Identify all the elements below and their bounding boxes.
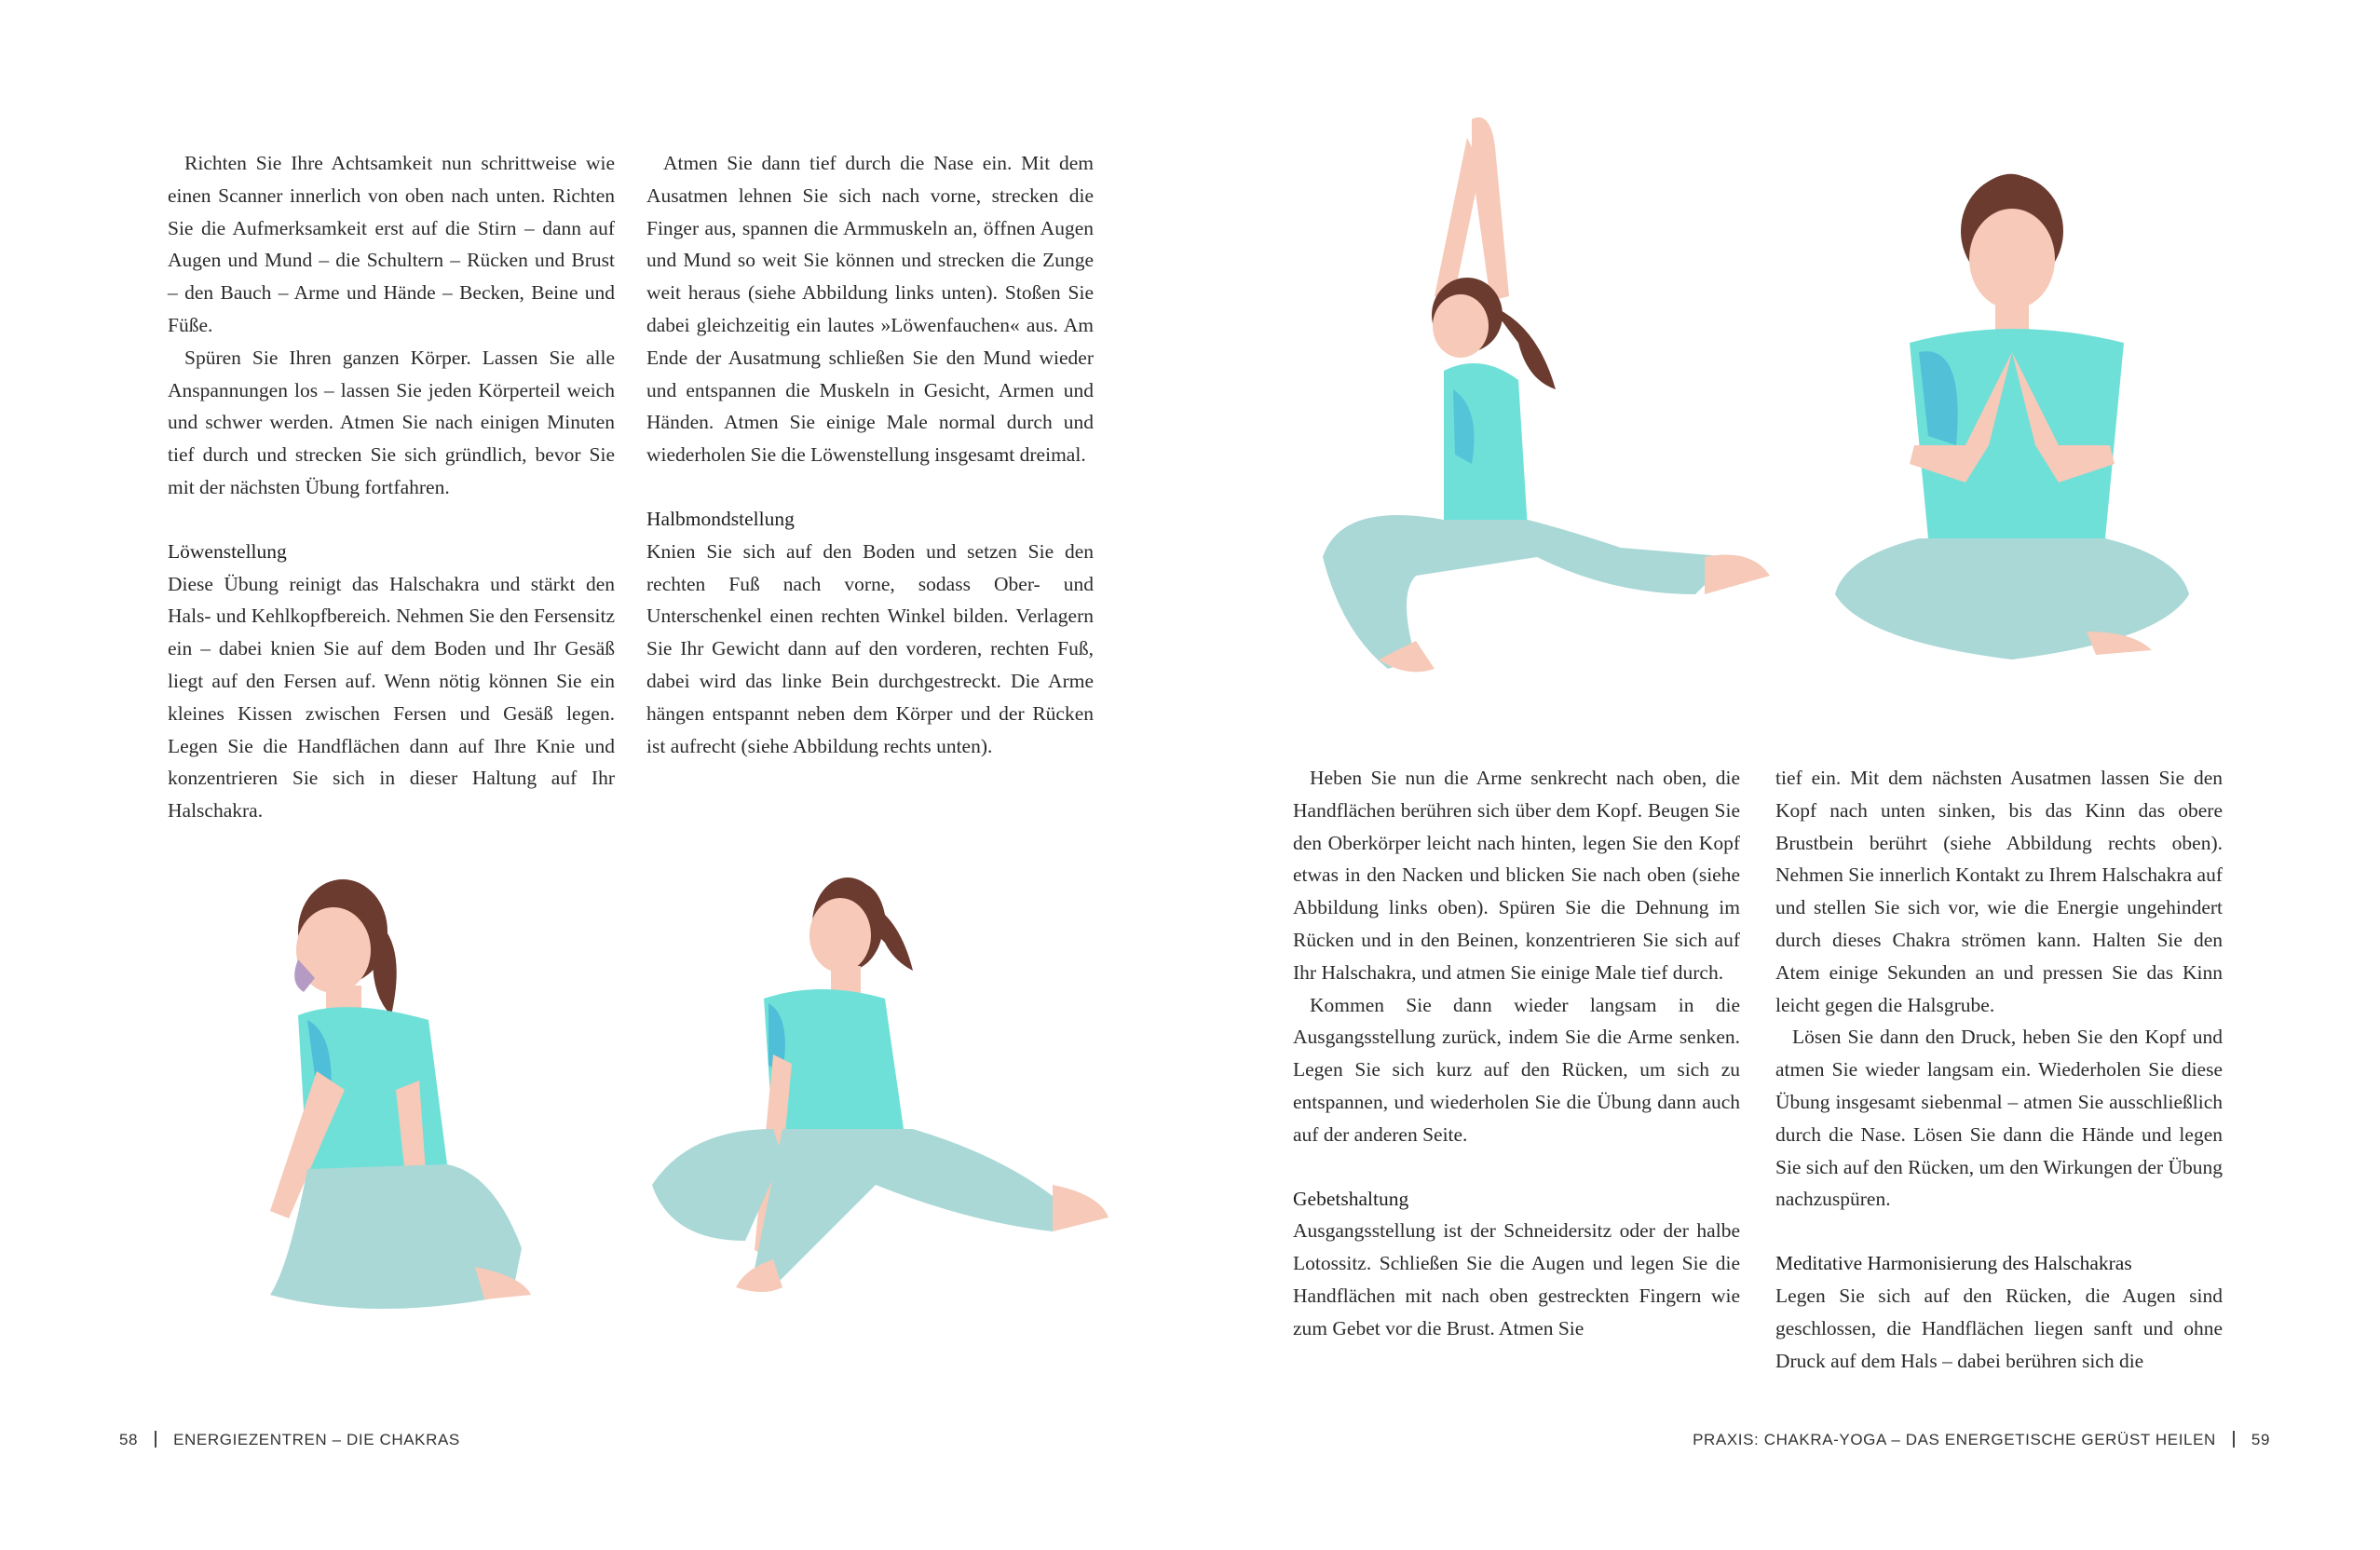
page-number: 59 [2251, 1431, 2270, 1448]
paragraph: Legen Sie sich auf den Rücken, die Augen sind geschlossen, die Handflächen liegen sanft und ohne Druck auf dem Hals – dabei berühren sich die [1775, 1284, 2223, 1372]
illustration-armhebung [1304, 110, 1788, 706]
section-heading-loewenstellung: Löwenstellung [168, 539, 287, 563]
left-column-1 [168, 147, 615, 827]
running-head: ENERGIEZENTREN – DIE CHAKRAS [173, 1431, 460, 1448]
section-heading-gebetshaltung: Gebetshaltung [1293, 1187, 1409, 1210]
paragraph: tief ein. Mit dem nächsten Ausatmen lassen Sie den Kopf nach unten sinken, bis das Kinn das obere Brustbein berührt (siehe Abbildung rechts oben). Nehmen Sie innerlich Kontakt zu Ihrem Halschakra auf und stellen Sie sich vor, wie die Energie ungehindert durch dieses Chakra strömen kann. Halten Sie den Atem einige Sekunden an und pressen Sie das Kinn leicht gegen die Halsgrube. [1775, 767, 2223, 1016]
section-heading-halbmondstellung: Halbmondstellung [646, 507, 795, 530]
paragraph: Richten Sie Ihre Achtsamkeit nun schrittweise wie einen Scanner innerlich von oben nach unten. Richten Sie die Aufmerksamkeit erst auf die Stirn – dann auf Augen und Mund – die Schultern – Rücken und Brust – den Bauch – Arme und Hände – Becken, Beine und Füße. [168, 152, 615, 336]
paragraph: Spüren Sie Ihren ganzen Körper. Lassen Sie alle Anspannungen los – lassen Sie jeden Körperteil weich und schwer werden. Atmen Sie nach einigen Minuten tief durch und strecken Sie sich gründlich, bevor Sie mit der nächsten Übung fortfahren. [168, 346, 615, 498]
left-column-2 [646, 147, 1094, 762]
section-heading-meditative-harmonisierung: Meditative Harmonisierung des Halschakras [1775, 1252, 2132, 1275]
paragraph: Lösen Sie dann den Druck, heben Sie den Kopf und atmen Sie wieder langsam ein. Wiederholen Sie diese Übung insgesamt siebenmal – atmen Sie ausschließlich durch die Nase. Lösen Sie dann die Hände und legen Sie sich auf den Rücken, um den Wirkungen der Übung nachzuspüren. [1775, 1026, 2223, 1211]
page-number: 58 [119, 1431, 139, 1448]
footer-separator [2233, 1431, 2235, 1448]
illustration-loewenstellung [233, 857, 531, 1360]
running-head: PRAXIS: CHAKRA-YOGA – DAS ENERGETISCHE GERÜST HEILEN [1693, 1431, 2216, 1448]
footer-left [119, 1431, 460, 1449]
footer-right [1693, 1431, 2270, 1449]
paragraph: Diese Übung reinigt das Halschakra und stärkt den Hals- und Kehlkopfbereich. Nehmen Sie den Fersensitz ein – dabei knien Sie auf dem Boden und Ihr Gesäß liegt auf den Fersen auf. Wenn nötig können Sie ein kleines Kissen zwischen Fersen und Gesäß legen. Legen Sie die Handflächen dann auf Ihre Knie und konzentrieren Sie sich in dieser Haltung auf Ihr Halschakra. [168, 572, 615, 823]
paragraph: Ausgangsstellung ist der Schneidersitz oder der halbe Lotossitz. Schließen Sie die Augen und legen Sie die Handflächen mit nach oben gestreckten Fingern wie zum Gebet vor die Brust. Atmen Sie [1293, 1219, 1740, 1339]
illustration-gebetshaltung [1826, 166, 2236, 687]
paragraph: Kommen Sie dann wieder langsam in die Ausgangsstellung zurück, indem Sie die Arme senken. Legen Sie sich kurz auf den Rücken, um sich zu entspannen, und wiederholen Sie die Übung dann auch auf der anderen Seite. [1293, 993, 1740, 1146]
paragraph: Heben Sie nun die Arme senkrecht nach oben, die Handflächen berühren sich über dem Kopf. Beugen Sie den Oberkörper leicht nach hinten, legen Sie den Kopf etwas in den Nacken und blicken Sie nach oben (siehe Abbildung links oben). Spüren Sie die Dehnung im Rücken und in den Beinen, konzentrieren Sie sich auf Ihr Halschakra, und atmen Sie einige Male tief durch. [1293, 767, 1740, 984]
paragraph: Knien Sie sich auf den Boden und setzen Sie den rechten Fuß nach vorne, sodass Ober- und Unterschenkel einen rechten Winkel bilden. Verlagern Sie Ihr Gewicht dann auf den vorderen, rechten Fuß, dabei wird das linke Bein durchgestreckt. Die Arme hängen entspannt neben dem Körper und der Rücken ist aufrecht (siehe Abbildung rechts unten). [646, 539, 1094, 757]
illustration-halbmondstellung [633, 850, 1118, 1353]
paragraph: Atmen Sie dann tief durch die Nase ein. Mit dem Ausatmen lehnen Sie sich nach vorne, strecken die Finger aus, spannen die Armmuskeln an, öffnen Augen und Mund so weit Sie können und strecken die Zunge weit heraus (siehe Abbildung links unten). Stoßen Sie dabei gleichzeitig ein lautes »Löwenfauchen« aus. Am Ende der Ausatmung schließen Sie den Mund wieder und entspannen die Muskeln in Gesicht, Armen und Händen. Atmen Sie einige Male normal durch und wiederholen Sie die Löwenstellung insgesamt dreimal. [646, 152, 1094, 467]
right-column-1 [1293, 762, 1740, 1345]
footer-separator [155, 1431, 156, 1448]
right-column-2 [1775, 762, 2223, 1377]
